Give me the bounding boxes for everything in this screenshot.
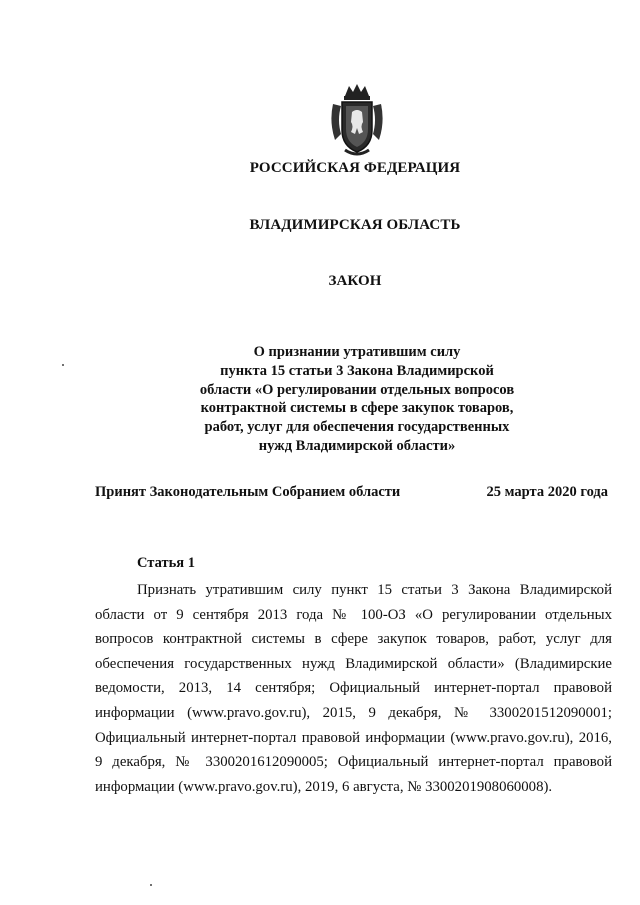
article-heading: Статья 1 (137, 555, 195, 571)
title-line: работ, услуг для обеспечения государственных (204, 419, 510, 436)
adoption-statement: Принят Законодательным Собранием области (95, 484, 401, 500)
law-title (150, 343, 564, 456)
title-line: контрактной системы в сфере закупок товаров, (200, 400, 514, 417)
title-line: О признании утратившим силу (253, 344, 461, 360)
adoption-date: 25 марта 2020 года (486, 484, 608, 500)
coat-of-arms-icon (327, 82, 387, 158)
document-type: ЗАКОН (328, 273, 382, 289)
article-body: Признать утратившим силу пункт 15 статьи 3 Закона Владимирской области от 9 сентября 2013 года № 100-ОЗ «О регулировании отдельных вопросов контрактной системы в сфере закупок товаров, работ, услуг для обеспечения государственных нужд Владимирской области» (Владимирские ведомости, 2013, 14 сентября; Официальный интернет-портал правовой информации (www.pravo.gov.ru), 2015, 9 декабря, № 3300201512090001; Официальный интернет-портал правовой информации (www.pravo.gov.ru), 2016, 9 декабря, № 3300201612090005; Официальный интернет-портал правовой информации (www.pravo.gov.ru), 2019, 6 августа, № 3300201908060008). (95, 582, 612, 795)
title-line: пункта 15 статьи 3 Закона Владимирской (220, 362, 494, 379)
scan-speck (62, 364, 64, 366)
scan-speck (150, 884, 152, 886)
region-name: ВЛАДИМИРСКАЯ ОБЛАСТЬ (249, 217, 461, 233)
title-line: нужд Владимирской области» (258, 437, 456, 454)
title-line: области «О регулировании отдельных вопросов (199, 381, 515, 398)
country-name: РОССИЙСКАЯ ФЕДЕРАЦИЯ (249, 160, 461, 176)
